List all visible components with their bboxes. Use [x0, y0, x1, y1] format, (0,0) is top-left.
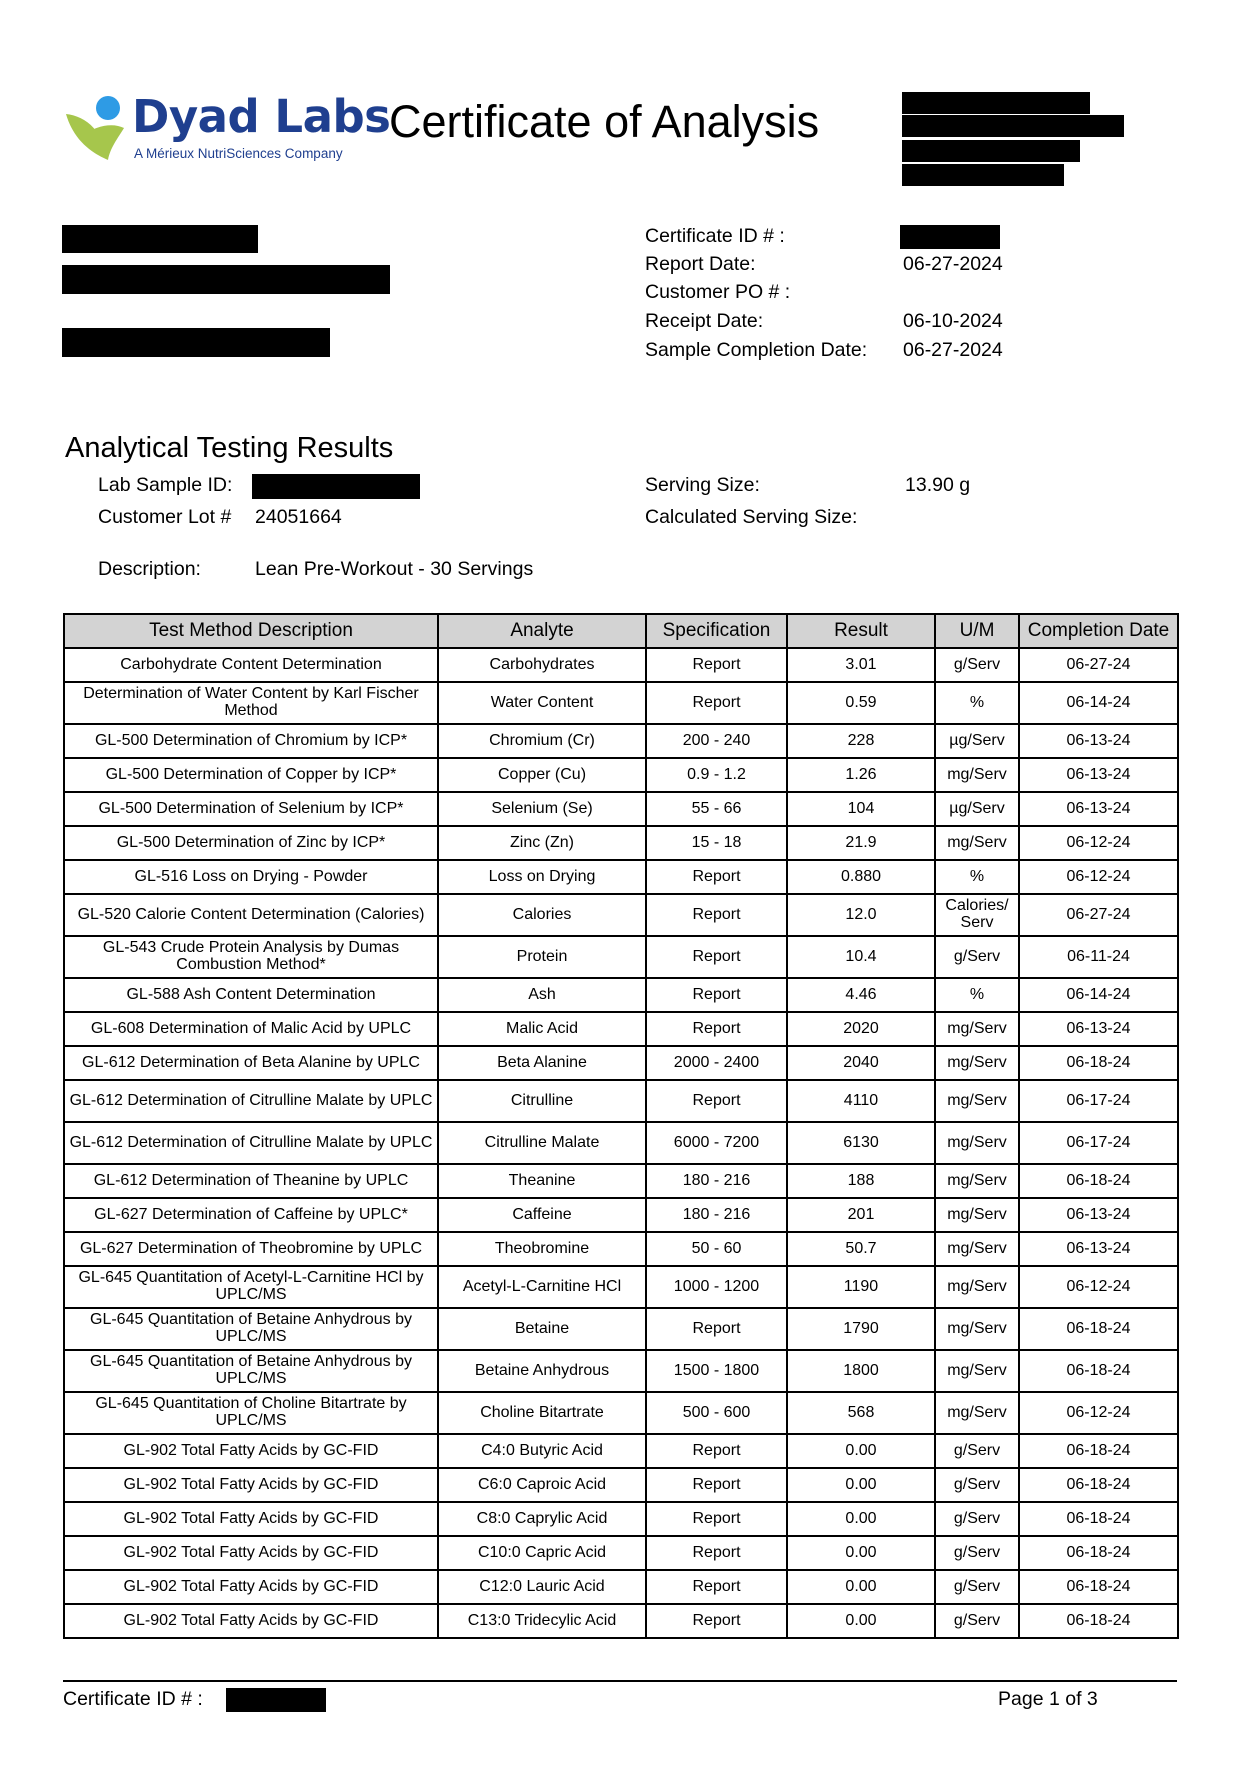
cell-completion-date: 06-18-24	[1019, 1468, 1178, 1502]
cell-analyte: Beta Alanine	[438, 1046, 646, 1080]
cell-specification: 50 - 60	[646, 1232, 787, 1266]
customer-lot-label: Customer Lot #	[98, 506, 232, 528]
page-number: Page 1 of 3	[998, 1688, 1098, 1710]
cell-completion-date: 06-18-24	[1019, 1536, 1178, 1570]
cell-completion-date: 06-11-24	[1019, 936, 1178, 978]
cell-unit: %	[935, 860, 1019, 894]
cell-specification: 200 - 240	[646, 724, 787, 758]
cell-test-method: GL-627 Determination of Caffeine by UPLC*	[64, 1198, 438, 1232]
cell-specification: Report	[646, 1570, 787, 1604]
cell-analyte: Selenium (Se)	[438, 792, 646, 826]
cell-test-method: GL-902 Total Fatty Acids by GC-FID	[64, 1434, 438, 1468]
cell-result: 0.00	[787, 1604, 935, 1638]
cell-test-method: GL-627 Determination of Theobromine by UPLC	[64, 1232, 438, 1266]
table-row	[64, 1604, 1178, 1638]
receipt-date-label: Receipt Date:	[645, 310, 764, 332]
cell-analyte: Water Content	[438, 682, 646, 724]
customer-po-label: Customer PO # :	[645, 281, 791, 303]
serving-size-label: Serving Size:	[645, 474, 760, 496]
cell-test-method: GL-608 Determination of Malic Acid by UPLC	[64, 1012, 438, 1046]
redacted-address-line	[902, 115, 1124, 137]
table-row	[64, 894, 1178, 936]
header-specification: Specification	[646, 614, 787, 648]
cell-test-method: GL-500 Determination of Selenium by ICP*	[64, 792, 438, 826]
cell-specification: 500 - 600	[646, 1392, 787, 1434]
cell-test-method: GL-500 Determination of Chromium by ICP*	[64, 724, 438, 758]
cell-analyte: Citrulline Malate	[438, 1122, 646, 1164]
certificate-id-label: Certificate ID # :	[645, 225, 785, 247]
cell-specification: Report	[646, 1012, 787, 1046]
cell-test-method: GL-516 Loss on Drying - Powder	[64, 860, 438, 894]
serving-size-value: 13.90 g	[905, 474, 971, 496]
completion-date-value: 06-27-2024	[903, 339, 1003, 361]
cell-completion-date: 06-18-24	[1019, 1434, 1178, 1468]
redacted-customer-city	[62, 328, 330, 357]
header-test-method: Test Method Description	[64, 614, 438, 648]
header-completion-date: Completion Date	[1019, 614, 1178, 648]
cell-result: 0.59	[787, 682, 935, 724]
cell-completion-date: 06-12-24	[1019, 1392, 1178, 1434]
cell-analyte: Citrulline	[438, 1080, 646, 1122]
cell-test-method: GL-645 Quantitation of Betaine Anhydrous by UPLC/MS	[64, 1350, 438, 1392]
cell-completion-date: 06-13-24	[1019, 758, 1178, 792]
table-row	[64, 1502, 1178, 1536]
cell-test-method: GL-902 Total Fatty Acids by GC-FID	[64, 1604, 438, 1638]
cell-specification: 180 - 216	[646, 1198, 787, 1232]
cell-unit: Calories/ Serv	[935, 894, 1019, 936]
cell-result: 6130	[787, 1122, 935, 1164]
cell-result: 2020	[787, 1012, 935, 1046]
cell-completion-date: 06-18-24	[1019, 1308, 1178, 1350]
table-row	[64, 1570, 1178, 1604]
cell-specification: Report	[646, 936, 787, 978]
cell-specification: 55 - 66	[646, 792, 787, 826]
table-header-row	[64, 614, 1178, 648]
cell-specification: 180 - 216	[646, 1164, 787, 1198]
cell-result: 50.7	[787, 1232, 935, 1266]
cell-result: 3.01	[787, 648, 935, 682]
redacted-customer-address	[62, 265, 390, 294]
cell-unit: mg/Serv	[935, 1122, 1019, 1164]
cell-completion-date: 06-18-24	[1019, 1350, 1178, 1392]
table-row	[64, 648, 1178, 682]
cell-unit: µg/Serv	[935, 792, 1019, 826]
cell-analyte: Zinc (Zn)	[438, 826, 646, 860]
cell-analyte: Acetyl-L-Carnitine HCl	[438, 1266, 646, 1308]
cell-analyte: Caffeine	[438, 1198, 646, 1232]
table-row	[64, 1392, 1178, 1434]
cell-analyte: Carbohydrates	[438, 648, 646, 682]
footer-certificate-id-label: Certificate ID # :	[63, 1688, 203, 1710]
cell-unit: mg/Serv	[935, 1198, 1019, 1232]
cell-specification: 1000 - 1200	[646, 1266, 787, 1308]
cell-completion-date: 06-14-24	[1019, 978, 1178, 1012]
cell-specification: Report	[646, 1080, 787, 1122]
cell-unit: %	[935, 682, 1019, 724]
cell-completion-date: 06-18-24	[1019, 1164, 1178, 1198]
section-title: Analytical Testing Results	[65, 432, 394, 464]
cell-unit: g/Serv	[935, 1570, 1019, 1604]
cell-unit: g/Serv	[935, 1468, 1019, 1502]
cell-unit: g/Serv	[935, 1502, 1019, 1536]
cell-completion-date: 06-18-24	[1019, 1502, 1178, 1536]
header-analyte: Analyte	[438, 614, 646, 648]
table-row	[64, 1046, 1178, 1080]
cell-completion-date: 06-13-24	[1019, 1232, 1178, 1266]
cell-result: 4110	[787, 1080, 935, 1122]
table-row	[64, 792, 1178, 826]
cell-completion-date: 06-27-24	[1019, 648, 1178, 682]
lab-sample-id-label: Lab Sample ID:	[98, 474, 233, 496]
cell-analyte: C13:0 Tridecylic Acid	[438, 1604, 646, 1638]
cell-unit: µg/Serv	[935, 724, 1019, 758]
cell-unit: g/Serv	[935, 648, 1019, 682]
cell-analyte: C12:0 Lauric Acid	[438, 1570, 646, 1604]
cell-test-method: GL-645 Quantitation of Betaine Anhydrous by UPLC/MS	[64, 1308, 438, 1350]
cell-test-method: Determination of Water Content by Karl Fischer Method	[64, 682, 438, 724]
cell-specification: Report	[646, 1604, 787, 1638]
cell-test-method: GL-520 Calorie Content Determination (Calories)	[64, 894, 438, 936]
cell-result: 228	[787, 724, 935, 758]
cell-specification: Report	[646, 1536, 787, 1570]
header-result: Result	[787, 614, 935, 648]
table-row	[64, 1122, 1178, 1164]
cell-unit: mg/Serv	[935, 1232, 1019, 1266]
cell-specification: Report	[646, 1434, 787, 1468]
cell-completion-date: 06-13-24	[1019, 724, 1178, 758]
report-date-label: Report Date:	[645, 253, 756, 275]
cell-result: 201	[787, 1198, 935, 1232]
table-row	[64, 978, 1178, 1012]
cell-result: 188	[787, 1164, 935, 1198]
redacted-footer-certificate-id	[226, 1688, 326, 1712]
cell-specification: 2000 - 2400	[646, 1046, 787, 1080]
cell-test-method: GL-500 Determination of Copper by ICP*	[64, 758, 438, 792]
cell-result: 10.4	[787, 936, 935, 978]
cell-test-method: GL-500 Determination of Zinc by ICP*	[64, 826, 438, 860]
table-row	[64, 1012, 1178, 1046]
customer-lot-value: 24051664	[255, 506, 342, 528]
cell-test-method: GL-645 Quantitation of Acetyl-L-Carnitine HCl by UPLC/MS	[64, 1266, 438, 1308]
table-row	[64, 1468, 1178, 1502]
cell-unit: mg/Serv	[935, 1392, 1019, 1434]
cell-result: 104	[787, 792, 935, 826]
cell-specification: Report	[646, 860, 787, 894]
cell-result: 2040	[787, 1046, 935, 1080]
company-logo	[64, 90, 391, 170]
cell-unit: mg/Serv	[935, 1012, 1019, 1046]
cell-result: 0.880	[787, 860, 935, 894]
cell-analyte: Betaine	[438, 1308, 646, 1350]
completion-date-label: Sample Completion Date:	[645, 339, 868, 361]
table-row	[64, 1164, 1178, 1198]
cell-result: 0.00	[787, 1468, 935, 1502]
cell-test-method: GL-902 Total Fatty Acids by GC-FID	[64, 1536, 438, 1570]
cell-analyte: Theobromine	[438, 1232, 646, 1266]
brand-subtitle: A Mérieux NutriSciences Company	[134, 146, 343, 161]
description-value: Lean Pre-Workout - 30 Servings	[255, 558, 534, 580]
cell-analyte: Chromium (Cr)	[438, 724, 646, 758]
table-row	[64, 1198, 1178, 1232]
cell-completion-date: 06-18-24	[1019, 1570, 1178, 1604]
cell-analyte: Copper (Cu)	[438, 758, 646, 792]
cell-specification: Report	[646, 1502, 787, 1536]
cell-completion-date: 06-13-24	[1019, 1198, 1178, 1232]
table-row	[64, 1266, 1178, 1308]
redacted-address-line	[902, 164, 1064, 186]
cell-result: 0.00	[787, 1502, 935, 1536]
cell-unit: mg/Serv	[935, 1308, 1019, 1350]
cell-unit: g/Serv	[935, 1434, 1019, 1468]
redacted-address-line	[902, 92, 1090, 114]
brand-name: Dyad Labs	[132, 90, 391, 143]
cell-unit: mg/Serv	[935, 758, 1019, 792]
cell-completion-date: 06-13-24	[1019, 792, 1178, 826]
cell-unit: g/Serv	[935, 1536, 1019, 1570]
cell-analyte: C6:0 Caproic Acid	[438, 1468, 646, 1502]
table-row	[64, 758, 1178, 792]
cell-analyte: Betaine Anhydrous	[438, 1350, 646, 1392]
receipt-date-value: 06-10-2024	[903, 310, 1003, 332]
redacted-lab-sample-id	[252, 474, 420, 499]
cell-unit: mg/Serv	[935, 826, 1019, 860]
table-row	[64, 682, 1178, 724]
cell-completion-date: 06-12-24	[1019, 860, 1178, 894]
cell-test-method: GL-645 Quantitation of Choline Bitartrate by UPLC/MS	[64, 1392, 438, 1434]
cell-completion-date: 06-13-24	[1019, 1012, 1178, 1046]
cell-test-method: GL-902 Total Fatty Acids by GC-FID	[64, 1502, 438, 1536]
cell-completion-date: 06-27-24	[1019, 894, 1178, 936]
cell-completion-date: 06-12-24	[1019, 1266, 1178, 1308]
cell-test-method: GL-902 Total Fatty Acids by GC-FID	[64, 1570, 438, 1604]
cell-specification: Report	[646, 648, 787, 682]
cell-result: 4.46	[787, 978, 935, 1012]
cell-analyte: C4:0 Butyric Acid	[438, 1434, 646, 1468]
cell-result: 1800	[787, 1350, 935, 1392]
footer-divider	[63, 1680, 1177, 1682]
cell-result: 0.00	[787, 1570, 935, 1604]
document-title: Certificate of Analysis	[389, 96, 820, 147]
leaf-logo-icon	[64, 94, 130, 164]
results-table	[63, 613, 1179, 1639]
cell-analyte: Theanine	[438, 1164, 646, 1198]
table-row	[64, 826, 1178, 860]
calculated-serving-size-label: Calculated Serving Size:	[645, 506, 858, 528]
redacted-certificate-id	[900, 225, 1000, 249]
cell-analyte: C10:0 Capric Acid	[438, 1536, 646, 1570]
cell-test-method: GL-612 Determination of Citrulline Malate by UPLC	[64, 1080, 438, 1122]
cell-result: 1790	[787, 1308, 935, 1350]
cell-specification: Report	[646, 1308, 787, 1350]
cell-unit: mg/Serv	[935, 1080, 1019, 1122]
cell-result: 1.26	[787, 758, 935, 792]
cell-unit: mg/Serv	[935, 1266, 1019, 1308]
cell-test-method: GL-902 Total Fatty Acids by GC-FID	[64, 1468, 438, 1502]
report-date-value: 06-27-2024	[903, 253, 1003, 275]
cell-specification: Report	[646, 894, 787, 936]
cell-specification: Report	[646, 978, 787, 1012]
table-row	[64, 724, 1178, 758]
cell-analyte: Calories	[438, 894, 646, 936]
cell-result: 0.00	[787, 1536, 935, 1570]
cell-completion-date: 06-17-24	[1019, 1080, 1178, 1122]
cell-analyte: Loss on Drying	[438, 860, 646, 894]
cell-analyte: Protein	[438, 936, 646, 978]
cell-unit: %	[935, 978, 1019, 1012]
cell-completion-date: 06-12-24	[1019, 826, 1178, 860]
cell-unit: mg/Serv	[935, 1046, 1019, 1080]
cell-specification: 1500 - 1800	[646, 1350, 787, 1392]
cell-analyte: Choline Bitartrate	[438, 1392, 646, 1434]
table-row	[64, 936, 1178, 978]
cell-unit: mg/Serv	[935, 1350, 1019, 1392]
cell-specification: Report	[646, 1468, 787, 1502]
cell-result: 568	[787, 1392, 935, 1434]
cell-test-method: GL-612 Determination of Citrulline Malate by UPLC	[64, 1122, 438, 1164]
description-label: Description:	[98, 558, 201, 580]
cell-result: 12.0	[787, 894, 935, 936]
cell-result: 1190	[787, 1266, 935, 1308]
table-row	[64, 860, 1178, 894]
table-row	[64, 1308, 1178, 1350]
cell-completion-date: 06-18-24	[1019, 1046, 1178, 1080]
cell-test-method: GL-543 Crude Protein Analysis by Dumas Combustion Method*	[64, 936, 438, 978]
cell-unit: g/Serv	[935, 1604, 1019, 1638]
cell-analyte: C8:0 Caprylic Acid	[438, 1502, 646, 1536]
cell-unit: g/Serv	[935, 936, 1019, 978]
header-unit: U/M	[935, 614, 1019, 648]
table-row	[64, 1434, 1178, 1468]
cell-analyte: Ash	[438, 978, 646, 1012]
cell-specification: 15 - 18	[646, 826, 787, 860]
cell-result: 21.9	[787, 826, 935, 860]
cell-specification: Report	[646, 682, 787, 724]
cell-test-method: GL-612 Determination of Beta Alanine by UPLC	[64, 1046, 438, 1080]
cell-test-method: Carbohydrate Content Determination	[64, 648, 438, 682]
cell-completion-date: 06-18-24	[1019, 1604, 1178, 1638]
cell-test-method: GL-612 Determination of Theanine by UPLC	[64, 1164, 438, 1198]
cell-specification: 0.9 - 1.2	[646, 758, 787, 792]
table-row	[64, 1232, 1178, 1266]
cell-completion-date: 06-17-24	[1019, 1122, 1178, 1164]
redacted-address-line	[902, 140, 1080, 162]
table-row	[64, 1350, 1178, 1392]
cell-analyte: Malic Acid	[438, 1012, 646, 1046]
cell-result: 0.00	[787, 1434, 935, 1468]
table-row	[64, 1080, 1178, 1122]
cell-test-method: GL-588 Ash Content Determination	[64, 978, 438, 1012]
cell-completion-date: 06-14-24	[1019, 682, 1178, 724]
cell-unit: mg/Serv	[935, 1164, 1019, 1198]
table-row	[64, 1536, 1178, 1570]
cell-specification: 6000 - 7200	[646, 1122, 787, 1164]
redacted-customer-name	[62, 225, 258, 253]
